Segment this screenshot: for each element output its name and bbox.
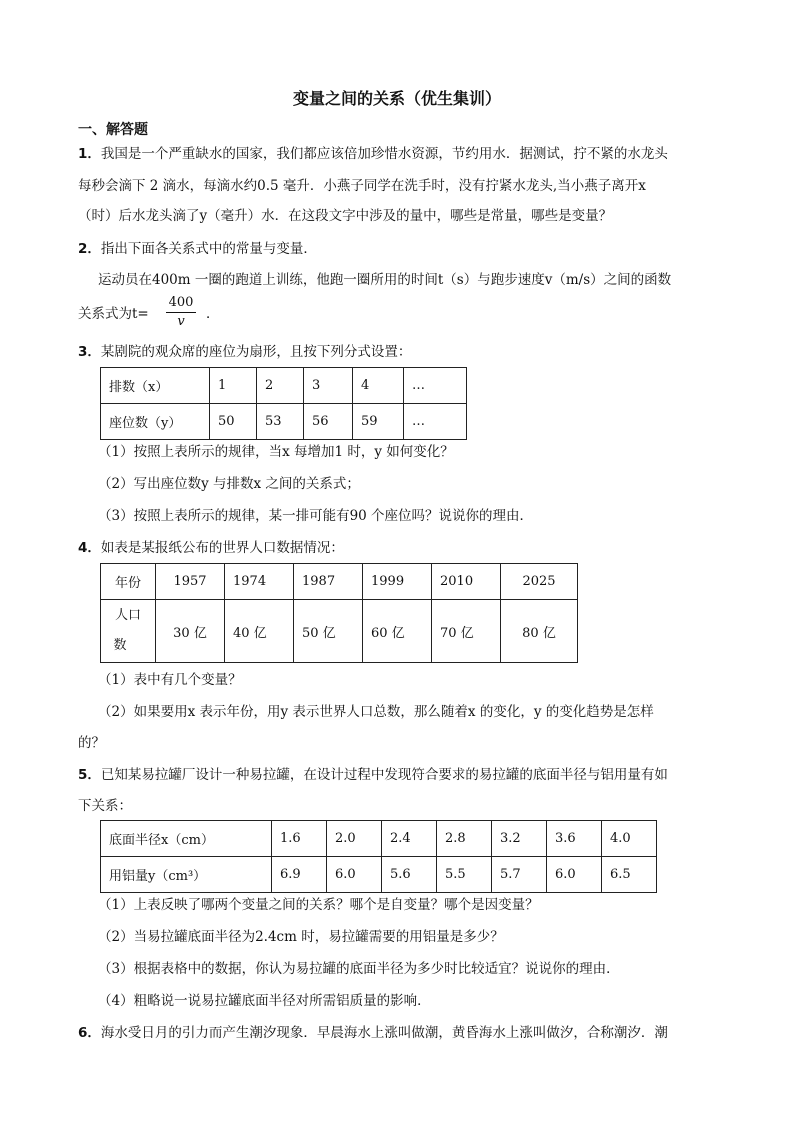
q5-sub-3: （3）根据表格中的数据，你认为易拉罐的底面半径为多少时比较适宜？说说你的理由．: [98, 961, 620, 977]
table-cell: 座位数（y）: [101, 404, 210, 440]
table-cell: 2.8: [437, 821, 492, 857]
q3-sub-1: （1）按照上表所示的规律，当x 每增加1 时，y 如何变化？: [98, 444, 454, 460]
fraction-denominator: v: [177, 314, 185, 329]
q3-sub-3: （3）按照上表所示的规律，某一排可能有90 个座位吗？说说你的理由．: [98, 508, 534, 524]
table-cell: 70 亿: [432, 600, 501, 663]
table-cell: 2025: [501, 564, 578, 600]
table-cell: 3: [304, 368, 353, 404]
table-cell: 1974: [225, 564, 294, 600]
table-cell: 6.5: [602, 857, 657, 893]
q3-seat-table: [100, 367, 467, 440]
table-cell: 3.6: [547, 821, 602, 857]
table-cell: 3.2: [492, 821, 547, 857]
row-label-part-1: 人口: [114, 608, 141, 623]
q1-line-3: （时）后水龙头滴了y（毫升）水．在这段文字中涉及的量中，哪些是常量，哪些是变量？: [78, 208, 613, 224]
table-cell: 50 亿: [294, 600, 363, 663]
table-cell: 2.0: [327, 821, 382, 857]
q5-sub-4: （4）粗略说一说易拉罐底面半径对所需铝质量的影响．: [98, 993, 431, 1009]
q6-text-1: 海水受日月的引力而产生潮汐现象．早晨海水上涨叫做潮，黄昏海水上涨叫做汐，合称潮汐．潮: [100, 1025, 668, 1041]
table-cell: 年份: [101, 564, 156, 600]
table-cell: 1999: [363, 564, 432, 600]
table-cell: 59: [353, 404, 404, 440]
q2-line-1: [78, 239, 317, 259]
q4-sub-2: （2）如果要用x 表示年份，用y 表示世界人口总数，那么随着x 的变化，y 的变化趋势是怎样: [98, 704, 654, 720]
q4-sub-2-cont: 的？: [78, 735, 105, 751]
q2-line-2: 运动员在400m 一圈的跑道上训练，他跑一圈所用的时间t（s）与跑步速度v（m/s）之间的函数: [98, 272, 672, 288]
q6-number: 6．: [78, 1025, 101, 1041]
table-cell: 排数（x）: [101, 368, 210, 404]
q2-line-3-end: ．: [206, 306, 220, 322]
q2-number: 2．: [78, 241, 101, 257]
table-cell: 5.5: [437, 857, 492, 893]
table-cell: 4: [353, 368, 404, 404]
table-cell: 2: [257, 368, 304, 404]
row-label-part-2: 数: [113, 638, 127, 653]
q5-sub-1: （1）上表反映了哪两个变量之间的关系？哪个是自变量？哪个是因变量？: [98, 897, 539, 913]
q5-text-1: 已知某易拉罐厂设计一种易拉罐，在设计过程中发现符合要求的易拉罐的底面半径与铝用量有如: [100, 767, 668, 783]
table-cell: 1.6: [272, 821, 327, 857]
table-cell: 2.4: [382, 821, 437, 857]
q2-line-3: 关系式为t=: [78, 306, 149, 322]
q3-text-1: 某剧院的观众席的座位为扇形，且按下列分式设置：: [100, 344, 412, 360]
q1-line-1: [78, 144, 668, 164]
table-cell: 1: [210, 368, 257, 404]
table-cell: 2010: [432, 564, 501, 600]
table-cell: 用铝量y（cm³）: [101, 857, 272, 893]
q4-population-table: [100, 563, 578, 663]
q5-sub-2: （2）当易拉罐底面半径为2.4cm 时，易拉罐需要的用铝量是多少？: [98, 929, 504, 945]
table-cell: 40 亿: [225, 600, 294, 663]
table-cell: …: [404, 368, 467, 404]
formula-fraction: [166, 294, 196, 331]
q1-line-2: 每秒会滴下 2 滴水，每滴水约0.5 毫升．小燕子同学在洗手时，没有拧紧水龙头,当小燕子离开x: [78, 178, 646, 194]
q4-text-1: 如表是某报纸公布的世界人口数据情况：: [100, 540, 344, 556]
table-cell: 1957: [156, 564, 225, 600]
q5-can-table: [100, 820, 657, 893]
q5-number: 5．: [78, 767, 101, 783]
q2-text-1: 指出下面各关系式中的常量与变量．: [100, 241, 317, 257]
section-heading: 一、解答题: [78, 122, 148, 138]
table-cell: [101, 600, 156, 663]
q4-sub-1: （1）表中有几个变量？: [98, 672, 242, 688]
q4-number: 4．: [78, 540, 101, 556]
q5-line-1: [78, 765, 668, 785]
table-cell: 56: [304, 404, 353, 440]
q1-number: 1．: [78, 146, 101, 162]
page-title: 变量之间的关系（优生集训）: [292, 89, 501, 108]
table-cell: 4.0: [602, 821, 657, 857]
q3-line-1: [78, 342, 411, 362]
q6-line-1: [78, 1023, 668, 1043]
table-row: [101, 857, 657, 893]
table-cell: 1987: [294, 564, 363, 600]
table-row: [101, 600, 578, 663]
q1-text-1: 我国是一个严重缺水的国家，我们都应该倍加珍惜水资源，节约用水．据测试，拧不紧的水龙头: [100, 146, 668, 162]
table-cell: 5.7: [492, 857, 547, 893]
table-cell: 80 亿: [501, 600, 578, 663]
q3-sub-2: （2）写出座位数y 与排数x 之间的关系式；: [98, 476, 360, 492]
fraction-numerator: 400: [166, 294, 196, 313]
table-cell: 30 亿: [156, 600, 225, 663]
table-row: [101, 368, 467, 404]
q4-line-1: [78, 538, 344, 558]
table-cell: …: [404, 404, 467, 440]
table-cell: 53: [257, 404, 304, 440]
table-cell: 6.9: [272, 857, 327, 893]
table-row: [101, 821, 657, 857]
table-cell: 50: [210, 404, 257, 440]
table-row: [101, 564, 578, 600]
table-cell: 底面半径x（cm）: [101, 821, 272, 857]
table-cell: 5.6: [382, 857, 437, 893]
table-cell: 6.0: [327, 857, 382, 893]
q3-number: 3．: [78, 344, 101, 360]
table-row: [101, 404, 467, 440]
q5-line-2: 下关系：: [78, 798, 132, 814]
table-cell: 60 亿: [363, 600, 432, 663]
table-cell: 6.0: [547, 857, 602, 893]
